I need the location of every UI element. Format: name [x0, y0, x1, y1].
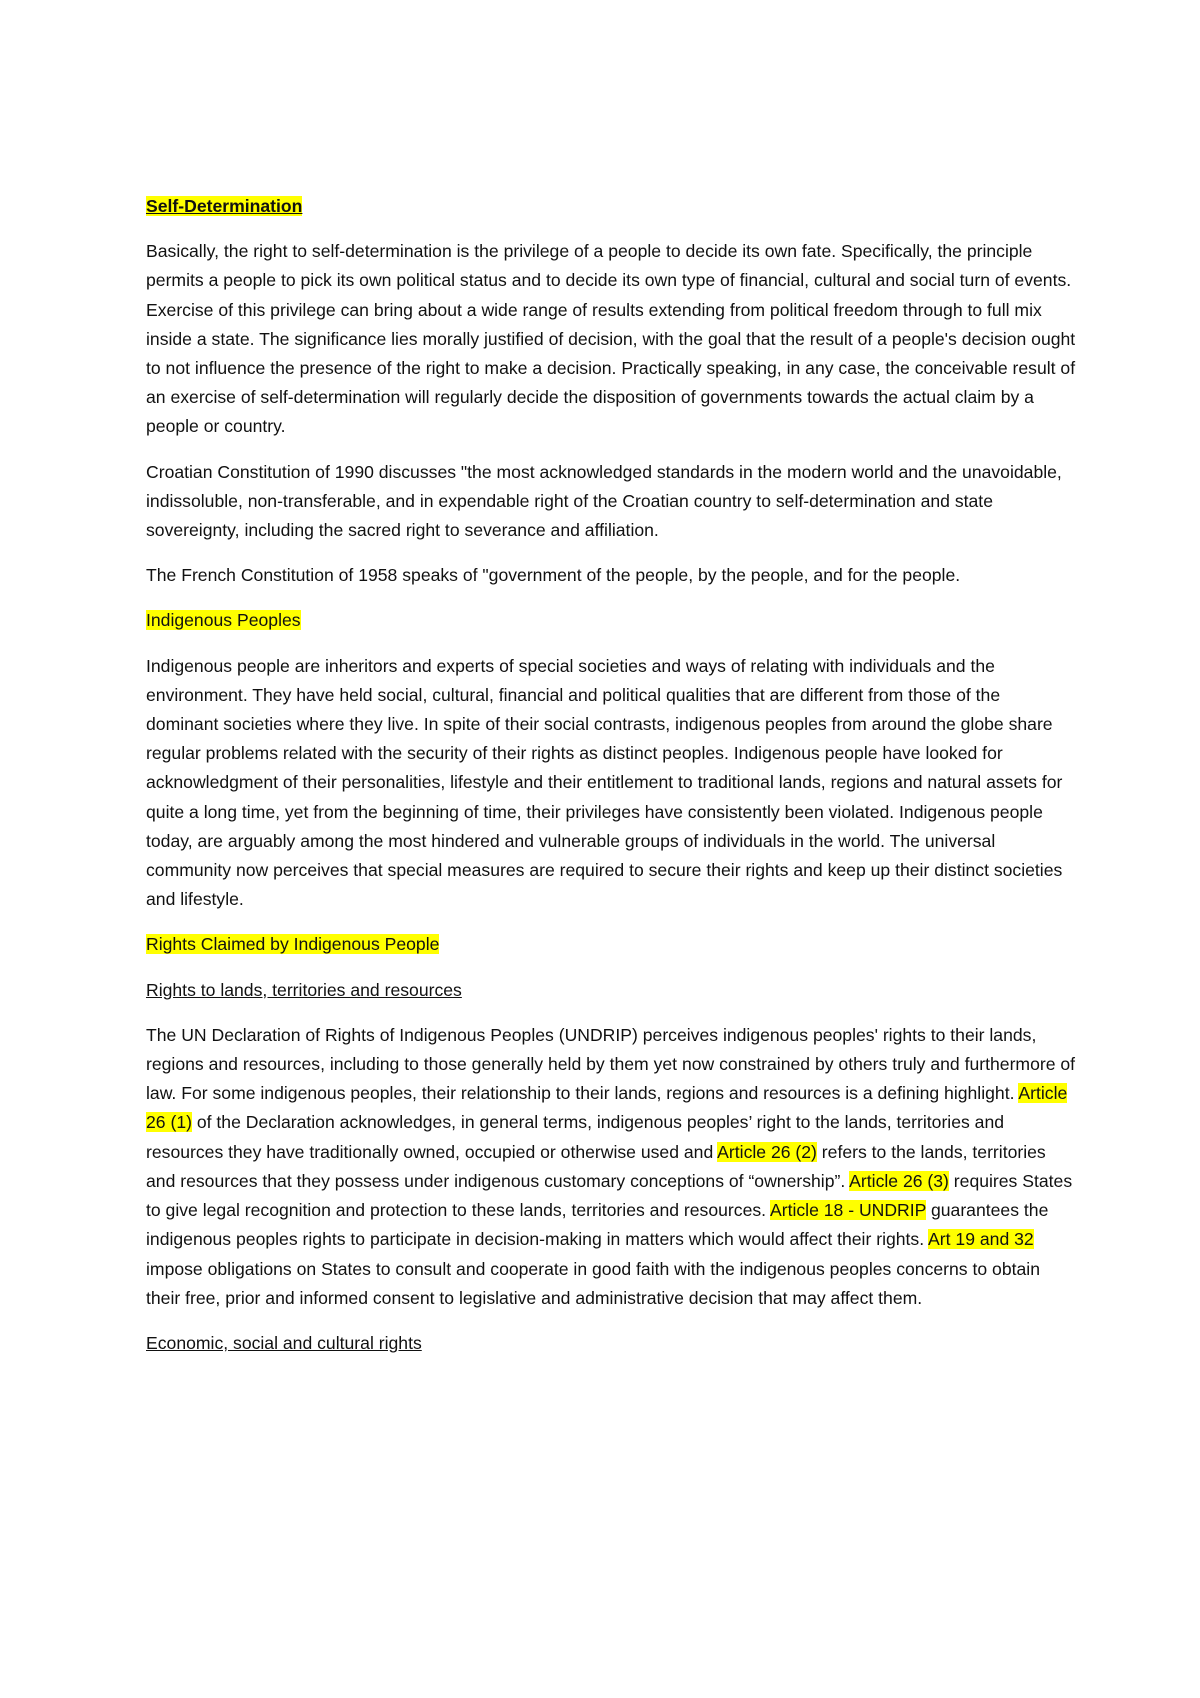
subheading-economic	[146, 1329, 1076, 1358]
subheading-economic-text: Economic, social and cultural rights	[146, 1332, 422, 1353]
heading-indigenous-peoples	[146, 606, 1076, 635]
text-run: The UN Declaration of Rights of Indigenous Peoples (UNDRIP) perceives indigenous peoples' rights to their lands, regions and resources, including to those generally held by them yet now constrained by others truly and furthermore of law. For some indigenous peoples, their relationship to their lands, regions and resources is a defining highlight.	[146, 1024, 1076, 1104]
paragraph: The French Constitution of 1958 speaks of "government of the people, by the people, and for the people.	[146, 565, 961, 586]
paragraph: Indigenous people are inheritors and experts of special societies and ways of relating with individuals and the environment. They have held social, cultural, financial and political qualities that are different from those of the dominant societies where they live. In spite of their social contrasts, indigenous peoples from around the globe share regular problems related with the security of their rights as distinct peoples. Indigenous people have looked for acknowledgment of their personalities, lifestyle and their entitlement to traditional lands, regions and natural assets for quite a long time, yet from the beginning of time, their privileges have consistently been violated. Indigenous people today, are arguably among the most hindered and vulnerable groups of individuals in the world. The universal community now perceives that special measures are required to secure their rights and keep up their distinct societies and lifestyle.	[146, 655, 1063, 910]
document-body	[146, 192, 1076, 1374]
text-run: refers to the lands, territories and resources that they possess under indigenous customary conceptions of “ownership”.	[146, 1141, 1046, 1191]
heading-self-determination	[146, 192, 1076, 221]
text-run: of the Declaration acknowledges, in general terms, indigenous peoples’ right to the lands, territories and resources they have traditionally owned, occupied or otherwise used and	[146, 1112, 1005, 1162]
paragraph: Basically, the right to self-determination is the privilege of a people to decide its own fate. Specifically, the principle permits a people to pick its own political status and to decide its own type of financial, cultural and social turn of events. Exercise of this privilege can bring about a wide range of results extending from political freedom through to full mix inside a state. The significance lies morally justified of decision, with the goal that the result of a people's decision ought to not influence the presence of the right to make a decision. Practically speaking, in any case, the conceivable result of an exercise of self-determination will regularly decide the disposition of governments towards the actual claim by a people or country.	[146, 241, 1076, 437]
subheading-lands-text: Rights to lands, territories and resources	[146, 979, 462, 1000]
paragraph-undrip	[146, 1021, 1076, 1313]
paragraph: Croatian Constitution of 1990 discusses "the most acknowledged standards in the modern world and the unavoidable, indissoluble, non-transferable, and in expendable right of the Croatian country to self-determination and state sovereignty, including the sacred right to severance and affiliation.	[146, 461, 1062, 541]
heading-indigenous-peoples-text: Indigenous Peoples	[146, 610, 301, 631]
highlight-article-26-1: Article 26 (1)	[146, 1083, 1068, 1133]
subheading-lands	[146, 976, 1076, 1005]
heading-rights-claimed	[146, 930, 1076, 959]
highlight-article-26-3: Article 26 (3)	[849, 1170, 949, 1191]
heading-self-determination-text: Self-Determination	[146, 196, 303, 216]
text-run: impose obligations on States to consult and cooperate in good faith with the indigenous peoples concerns to obtain their free, prior and informed consent to legislative and administrative decision that may affect them.	[146, 1258, 1040, 1308]
text-run: requires States to give legal recognition and protection to these lands, territories and resources.	[146, 1170, 1073, 1221]
highlight-article-26-2: Article 26 (2)	[717, 1141, 817, 1162]
heading-rights-claimed-text: Rights Claimed by Indigenous People	[146, 934, 440, 955]
highlight-art-19-32: Art 19 and 32	[928, 1229, 1034, 1250]
highlight-article-18: Article 18 - UNDRIP	[769, 1200, 927, 1221]
text-run: guarantees the indigenous peoples rights to participate in decision-making in matters which would affect their rights.	[146, 1200, 1049, 1250]
